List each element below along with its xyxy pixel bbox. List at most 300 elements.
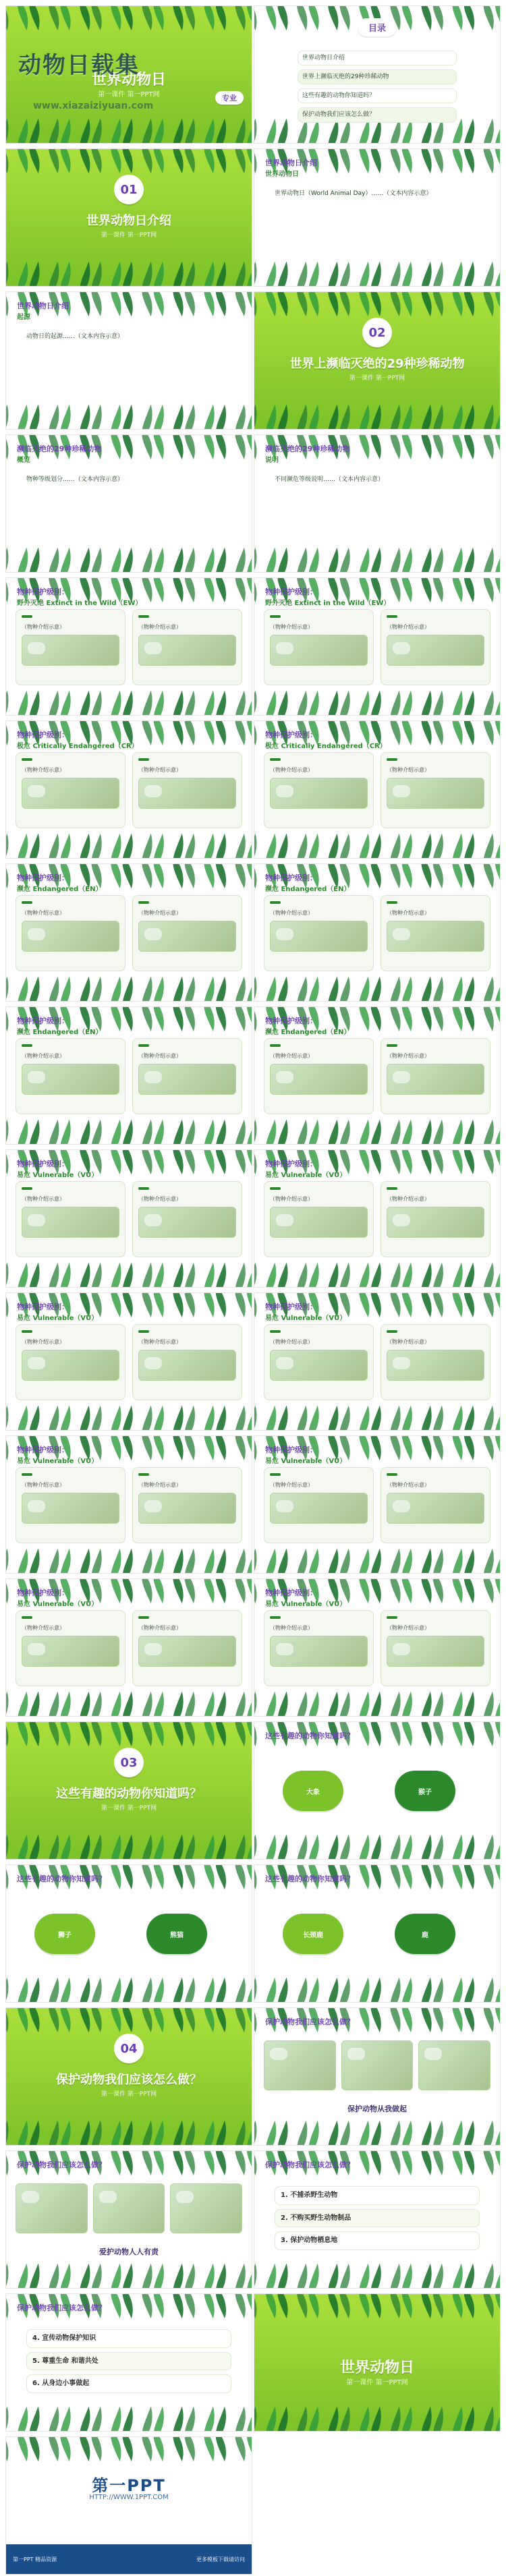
bubble-left[interactable]: 大象 bbox=[283, 1771, 343, 1811]
leaf-shape bbox=[390, 1292, 400, 1317]
leaf-shape bbox=[402, 720, 412, 745]
leaf-shape bbox=[111, 834, 121, 859]
leaf-shape bbox=[390, 1149, 400, 1174]
leaf-shape bbox=[60, 834, 70, 859]
leaf-shape bbox=[371, 291, 381, 316]
ppt-footer-right: 更多模板下载请访问 bbox=[196, 2556, 245, 2563]
leaf-shape bbox=[266, 1692, 276, 1717]
leaf-shape bbox=[29, 1835, 39, 1860]
leaf-shape bbox=[142, 1406, 152, 1431]
leaf-shape bbox=[123, 2007, 133, 2032]
species-right-text: （物种介绍示意） bbox=[387, 1339, 430, 1345]
leaf-shape bbox=[402, 2121, 412, 2146]
leaf-shape bbox=[111, 119, 121, 144]
species-photo-left bbox=[22, 1350, 119, 1381]
leaf-shape bbox=[154, 720, 164, 745]
leaf-shape bbox=[216, 1292, 226, 1317]
leaf-shape bbox=[371, 1263, 381, 1288]
leaf-shape bbox=[5, 834, 9, 859]
leaf-shape bbox=[216, 1978, 226, 2003]
leaf-shape bbox=[421, 1006, 431, 1031]
leaf-shape bbox=[390, 148, 400, 173]
leaf-shape bbox=[185, 2436, 195, 2461]
leaf-shape bbox=[247, 1864, 252, 1889]
leaf-shape bbox=[484, 148, 494, 173]
leaf-top bbox=[5, 1721, 252, 1748]
leaf-shape bbox=[123, 291, 133, 316]
leaf-shape bbox=[359, 1578, 369, 1603]
leaf-shape bbox=[308, 1120, 318, 1145]
leaf-shape bbox=[154, 1578, 164, 1603]
leaf-shape bbox=[247, 5, 252, 30]
leaf-shape bbox=[495, 1406, 501, 1431]
leaf-shape bbox=[29, 1978, 39, 2003]
leaf-shape bbox=[5, 2007, 9, 2032]
section-subtitle: 第一课件 第一PPT网 bbox=[349, 375, 405, 382]
leaf-shape bbox=[123, 548, 133, 573]
leaf-top bbox=[5, 148, 252, 175]
species-chip-left bbox=[22, 1044, 32, 1047]
leaf-shape bbox=[254, 119, 257, 144]
list-card bbox=[264, 2177, 490, 2258]
slide-s31 bbox=[5, 2150, 252, 2289]
leaf-shape bbox=[371, 262, 381, 287]
leaf-shape bbox=[421, 691, 431, 716]
leaf-shape bbox=[80, 2121, 90, 2146]
leaf-shape bbox=[142, 1692, 152, 1717]
leaf-shape bbox=[204, 1149, 214, 1174]
leaf-shape bbox=[421, 1864, 431, 1889]
leaf-shape bbox=[484, 2293, 494, 2318]
leaf-shape bbox=[49, 5, 59, 30]
leaf-shape bbox=[49, 1549, 59, 1574]
leaf-shape bbox=[204, 691, 214, 716]
species-photo-left bbox=[270, 635, 368, 666]
species-photo-left bbox=[270, 778, 368, 809]
leaf-shape bbox=[359, 1435, 369, 1460]
leaf-shape bbox=[142, 262, 152, 287]
leaf-shape bbox=[452, 2121, 462, 2146]
leaf-bottom-decoration bbox=[5, 1829, 252, 1860]
leaf-shape bbox=[433, 1692, 443, 1717]
leaf-shape bbox=[328, 1835, 338, 1860]
leaf-shape bbox=[277, 2121, 287, 2146]
cover-subtitle: 第一课件 第一PPT网 bbox=[346, 2379, 408, 2386]
leaf-shape bbox=[204, 1006, 214, 1031]
leaf-shape bbox=[339, 2264, 349, 2289]
leaf-shape bbox=[247, 1263, 252, 1288]
leaf-shape bbox=[371, 405, 381, 430]
leaf-shape bbox=[29, 1406, 39, 1431]
leaf-shape bbox=[5, 1864, 9, 1889]
bubble-left[interactable]: 狮子 bbox=[34, 1914, 95, 1954]
leaf-shape bbox=[5, 2293, 9, 2318]
leaf-bottom bbox=[5, 113, 252, 144]
content-card bbox=[264, 180, 490, 256]
leaf-shape bbox=[402, 1149, 412, 1174]
species-columns bbox=[264, 1038, 490, 1114]
leaf-shape bbox=[254, 291, 257, 316]
species-col-left bbox=[16, 609, 125, 685]
leaf-shape bbox=[111, 291, 121, 316]
leaf-shape bbox=[464, 2407, 474, 2432]
leaf-shape bbox=[216, 291, 226, 316]
leaf-shape bbox=[142, 291, 152, 316]
toc-item[interactable]: 保护动物我们应该怎么做？ bbox=[298, 107, 457, 122]
leaf-shape bbox=[123, 2150, 133, 2175]
content-heading: 世界动物日介绍 bbox=[17, 302, 69, 310]
leaf-shape bbox=[49, 834, 59, 859]
leaf-shape bbox=[173, 1263, 183, 1288]
leaf-shape bbox=[142, 1263, 152, 1288]
list-heading: 保护动物我们应该怎么做？ bbox=[17, 2303, 106, 2312]
leaf-shape bbox=[421, 2293, 431, 2318]
leaf-shape bbox=[18, 834, 28, 859]
leaf-shape bbox=[495, 1864, 501, 1889]
species-col-left bbox=[16, 1038, 125, 1114]
leaf-shape bbox=[154, 863, 164, 888]
species-photo-right bbox=[387, 1350, 484, 1381]
leaf-shape bbox=[49, 119, 59, 144]
ppt-url[interactable]: HTTP://WWW.1PPT.COM bbox=[89, 2494, 169, 2501]
leaf-bottom-decoration bbox=[5, 2258, 252, 2289]
leaf-shape bbox=[29, 148, 39, 173]
species-columns bbox=[264, 752, 490, 828]
leaf-shape bbox=[402, 148, 412, 173]
species-col-left bbox=[16, 1610, 125, 1686]
leaf-shape bbox=[204, 548, 214, 573]
leaf-shape bbox=[402, 834, 412, 859]
leaf-shape bbox=[5, 1006, 9, 1031]
leaf-shape bbox=[80, 1263, 90, 1288]
leaf-shape bbox=[297, 262, 307, 287]
photo-card bbox=[93, 2183, 165, 2233]
leaf-shape bbox=[154, 2407, 164, 2432]
slide-s16 bbox=[254, 1006, 501, 1145]
leaf-shape bbox=[216, 2150, 226, 2175]
leaf-shape bbox=[484, 2150, 494, 2175]
leaf-shape bbox=[359, 1292, 369, 1317]
leaf-shape bbox=[5, 2407, 9, 2432]
leaf-bottom-decoration bbox=[254, 399, 501, 430]
leaf-shape bbox=[173, 2264, 183, 2289]
leaf-shape bbox=[204, 720, 214, 745]
ppt-footer-left: 第一PPT 精品资源 bbox=[13, 2556, 57, 2563]
leaf-shape bbox=[154, 2150, 164, 2175]
photo-card bbox=[341, 2040, 414, 2090]
species-photo-right bbox=[387, 778, 484, 809]
leaf-shape bbox=[185, 2264, 195, 2289]
leaf-shape bbox=[402, 1978, 412, 2003]
leaf-shape bbox=[142, 863, 152, 888]
bubble-left[interactable]: 长颈鹿 bbox=[283, 1914, 343, 1954]
leaf-shape bbox=[216, 5, 226, 30]
toc-item[interactable]: 世界上濒临灭绝的29种珍稀动物 bbox=[298, 69, 457, 84]
leaf-shape bbox=[235, 2436, 246, 2461]
leaf-shape bbox=[247, 1149, 252, 1174]
leaf-shape bbox=[390, 1006, 400, 1031]
leaf-shape bbox=[339, 548, 349, 573]
species-photo-left bbox=[22, 921, 119, 952]
leaf-shape bbox=[154, 405, 164, 430]
species-chip-right bbox=[387, 1473, 397, 1476]
leaf-shape bbox=[247, 1435, 252, 1460]
leaf-shape bbox=[247, 548, 252, 573]
leaf-shape bbox=[91, 1978, 101, 2003]
leaf-shape bbox=[359, 148, 369, 173]
species-columns bbox=[16, 1467, 242, 1543]
species-left-text: （物种介绍示意） bbox=[270, 910, 313, 916]
leaf-shape bbox=[277, 2264, 287, 2289]
species-photo-left bbox=[22, 1493, 119, 1524]
leaf-bottom bbox=[5, 1257, 252, 1288]
leaf-shape bbox=[390, 1835, 400, 1860]
leaf-shape bbox=[235, 1549, 246, 1574]
leaf-shape bbox=[402, 1549, 412, 1574]
leaf-shape bbox=[173, 1435, 183, 1460]
leaf-shape bbox=[452, 691, 462, 716]
leaf-bottom bbox=[254, 1829, 501, 1860]
leaf-bottom bbox=[5, 2115, 252, 2146]
leaf-shape bbox=[216, 1549, 226, 1574]
leaf-shape bbox=[328, 262, 338, 287]
leaf-shape bbox=[402, 691, 412, 716]
leaf-shape bbox=[390, 1549, 400, 1574]
leaf-shape bbox=[371, 1006, 381, 1031]
leaf-shape bbox=[433, 2150, 443, 2175]
toc-item[interactable]: 这些有趣的动物你知道吗？ bbox=[298, 88, 457, 103]
leaf-shape bbox=[254, 1864, 257, 1889]
species-heading: 物种保护级别： bbox=[265, 588, 317, 596]
leaf-shape bbox=[216, 2007, 226, 2032]
leaf-shape bbox=[204, 1835, 214, 1860]
leaf-shape bbox=[266, 691, 276, 716]
species-col-left bbox=[16, 1181, 125, 1257]
content-heading: 濒临灭绝的29种珍稀动物 bbox=[265, 445, 350, 453]
leaf-shape bbox=[359, 548, 369, 573]
leaf-shape bbox=[495, 148, 501, 173]
leaf-shape bbox=[60, 1120, 70, 1145]
leaf-shape bbox=[390, 2407, 400, 2432]
leaf-shape bbox=[452, 977, 462, 1002]
leaf-shape bbox=[247, 2264, 252, 2289]
leaf-shape bbox=[297, 834, 307, 859]
bubble-right[interactable]: 鹿 bbox=[395, 1914, 455, 1954]
leaf-shape bbox=[464, 1149, 474, 1174]
leaf-bottom bbox=[5, 1400, 252, 1431]
species-left-text: （物种介绍示意） bbox=[22, 1339, 65, 1345]
species-heading: 物种保护级别： bbox=[17, 1017, 69, 1025]
leaf-shape bbox=[371, 1864, 381, 1889]
leaf-shape bbox=[421, 577, 431, 602]
list-card bbox=[16, 2320, 242, 2401]
leaf-shape bbox=[359, 1978, 369, 2003]
leaf-shape bbox=[371, 2264, 381, 2289]
species-photo-right bbox=[138, 1064, 236, 1095]
leaf-shape bbox=[254, 1578, 257, 1603]
photos-heading: 保护动物我们应该怎么做？ bbox=[17, 2160, 106, 2169]
leaf-shape bbox=[402, 405, 412, 430]
leaf-shape bbox=[204, 262, 214, 287]
leaf-shape bbox=[185, 1864, 195, 1889]
leaf-shape bbox=[421, 1263, 431, 1288]
leaf-shape bbox=[111, 2007, 121, 2032]
leaf-shape bbox=[49, 262, 59, 287]
leaf-shape bbox=[235, 1006, 246, 1031]
leaf-bottom bbox=[254, 685, 501, 716]
leaf-shape bbox=[5, 291, 9, 316]
leaf-shape bbox=[173, 1864, 183, 1889]
leaf-shape bbox=[390, 1578, 400, 1603]
species-heading: 物种保护级别： bbox=[17, 1446, 69, 1454]
slide-s30 bbox=[254, 2007, 501, 2146]
leaf-shape bbox=[484, 119, 494, 144]
species-heading: 物种保护级别： bbox=[17, 588, 69, 596]
leaf-shape bbox=[204, 2150, 214, 2175]
leaf-shape bbox=[80, 977, 90, 1002]
leaf-shape bbox=[154, 262, 164, 287]
leaf-shape bbox=[484, 1149, 494, 1174]
species-col-left bbox=[264, 752, 374, 828]
slide-s8 bbox=[254, 434, 501, 573]
leaf-shape bbox=[111, 405, 121, 430]
leaf-shape bbox=[111, 977, 121, 1002]
leaf-shape bbox=[328, 1978, 338, 2003]
species-right-text: （物种介绍示意） bbox=[138, 624, 181, 630]
species-heading: 物种保护级别： bbox=[17, 1303, 69, 1311]
leaf-shape bbox=[5, 977, 9, 1002]
leaf-shape bbox=[339, 405, 349, 430]
leaf-shape bbox=[390, 405, 400, 430]
leaf-shape bbox=[433, 2264, 443, 2289]
leaf-shape bbox=[142, 119, 152, 144]
leaf-shape bbox=[235, 720, 246, 745]
leaf-shape bbox=[339, 1835, 349, 1860]
slide-s3 bbox=[5, 148, 252, 287]
leaf-shape bbox=[60, 1978, 70, 2003]
leaf-shape bbox=[111, 1978, 121, 2003]
leaf-shape bbox=[235, 434, 246, 459]
leaf-shape bbox=[80, 1406, 90, 1431]
leaf-shape bbox=[390, 2007, 400, 2032]
leaf-shape bbox=[111, 691, 121, 716]
leaf-shape bbox=[173, 548, 183, 573]
leaf-shape bbox=[185, 434, 195, 459]
leaf-shape bbox=[339, 1692, 349, 1717]
leaf-shape bbox=[464, 1263, 474, 1288]
leaf-shape bbox=[5, 1578, 9, 1603]
leaf-shape bbox=[123, 1864, 133, 1889]
leaf-shape bbox=[421, 977, 431, 1002]
species-photo-left bbox=[270, 1350, 368, 1381]
cover-subtitle: 第一课件 第一PPT网 bbox=[98, 91, 160, 98]
leaf-shape bbox=[452, 863, 462, 888]
species-columns bbox=[16, 1038, 242, 1114]
leaf-shape bbox=[297, 2293, 307, 2318]
leaf-shape bbox=[254, 720, 257, 745]
leaf-shape bbox=[18, 2436, 28, 2461]
leaf-shape bbox=[328, 2407, 338, 2432]
photo-row bbox=[16, 2179, 242, 2233]
leaf-shape bbox=[111, 1835, 121, 1860]
slide-s10 bbox=[254, 577, 501, 716]
leaf-shape bbox=[80, 1549, 90, 1574]
leaf-shape bbox=[464, 1692, 474, 1717]
leaf-bottom-decoration bbox=[254, 1257, 501, 1288]
leaf-shape bbox=[495, 1578, 501, 1603]
leaf-shape bbox=[173, 148, 183, 173]
leaf-shape bbox=[339, 1120, 349, 1145]
bubble-right[interactable]: 熊猫 bbox=[146, 1914, 207, 1954]
species-chip-right bbox=[387, 1616, 397, 1619]
leaf-shape bbox=[142, 1864, 152, 1889]
leaf-shape bbox=[297, 977, 307, 1002]
leaf-shape bbox=[173, 434, 183, 459]
leaf-shape bbox=[359, 1120, 369, 1145]
leaf-bottom bbox=[5, 1543, 252, 1574]
leaf-shape bbox=[254, 2407, 257, 2432]
leaf-shape bbox=[91, 977, 101, 1002]
leaf-shape bbox=[433, 2407, 443, 2432]
species-tag: 易危 Vulnerable（VU） bbox=[17, 1315, 99, 1322]
leaf-shape bbox=[91, 291, 101, 316]
species-left-text: （物种介绍示意） bbox=[22, 1625, 65, 1631]
leaf-shape bbox=[254, 691, 257, 716]
species-tag: 易危 Vulnerable（VU） bbox=[265, 1601, 347, 1608]
leaf-shape bbox=[421, 1292, 431, 1317]
leaf-shape bbox=[49, 2121, 59, 2146]
leaf-shape bbox=[216, 1006, 226, 1031]
bubble-right[interactable]: 猴子 bbox=[395, 1771, 455, 1811]
leaf-shape bbox=[247, 434, 252, 459]
leaf-bottom-decoration bbox=[5, 2115, 252, 2146]
leaf-shape bbox=[371, 2007, 381, 2032]
leaf-shape bbox=[154, 148, 164, 173]
leaf-bottom-decoration bbox=[5, 828, 252, 859]
species-col-right bbox=[132, 895, 242, 971]
species-left-text: （物种介绍示意） bbox=[270, 1482, 313, 1488]
leaf-shape bbox=[433, 691, 443, 716]
leaf-shape bbox=[254, 1263, 257, 1288]
leaf-shape bbox=[18, 5, 28, 30]
leaf-shape bbox=[484, 1578, 494, 1603]
bubbles-heading: 这些有趣的动物你知道吗？ bbox=[265, 1874, 354, 1883]
leaf-shape bbox=[339, 5, 349, 30]
leaf-shape bbox=[495, 405, 501, 430]
toc-item[interactable]: 世界动物日介绍 bbox=[298, 51, 457, 65]
leaf-bottom bbox=[5, 1114, 252, 1145]
leaf-shape bbox=[433, 1149, 443, 1174]
leaf-shape bbox=[204, 5, 214, 30]
leaf-shape bbox=[60, 148, 70, 173]
leaf-shape bbox=[235, 5, 246, 30]
section-number: 01 bbox=[120, 182, 138, 197]
leaf-shape bbox=[235, 1578, 246, 1603]
leaf-bottom-decoration bbox=[254, 685, 501, 716]
leaf-shape bbox=[277, 977, 287, 1002]
slide-s11 bbox=[5, 720, 252, 859]
leaf-shape bbox=[204, 1435, 214, 1460]
species-col-right bbox=[132, 1467, 242, 1543]
slide-s4 bbox=[254, 148, 501, 287]
leaf-shape bbox=[5, 1978, 9, 2003]
leaf-shape bbox=[359, 1721, 369, 1746]
leaf-shape bbox=[495, 1721, 501, 1746]
leaf-shape bbox=[185, 1292, 195, 1317]
leaf-shape bbox=[60, 1835, 70, 1860]
species-chip-left bbox=[270, 615, 281, 618]
leaf-shape bbox=[308, 548, 318, 573]
